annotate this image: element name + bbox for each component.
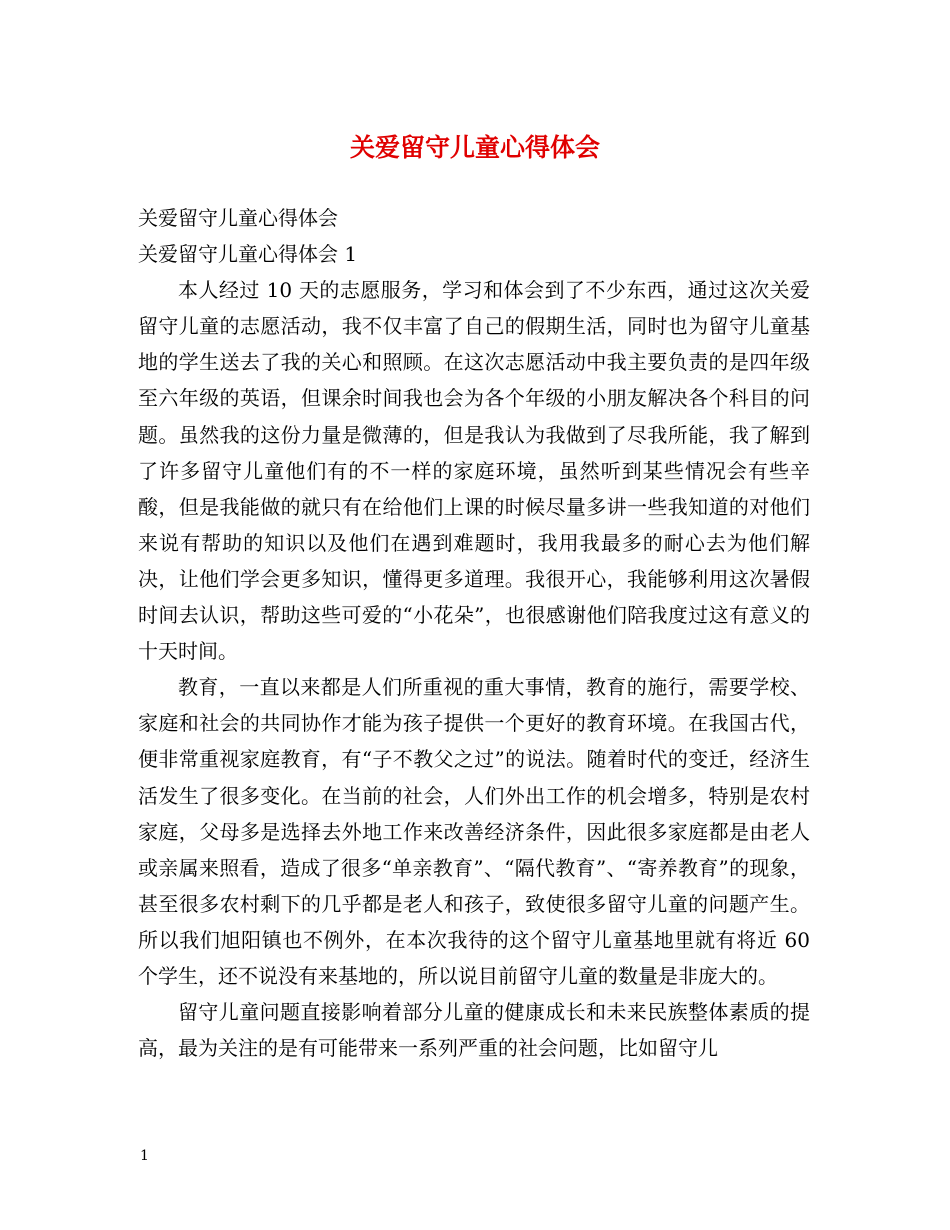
document-title: 关爱留守儿童心得体会 bbox=[349, 133, 600, 162]
page-number: 1 bbox=[140, 1148, 149, 1164]
section-heading: 关爱留守儿童心得体会 1 bbox=[138, 242, 358, 267]
paragraph-1: 本人经过 10 天的志愿服务，学习和体会到了不少东西，通过这次关爱留守儿童的志愿活动，我不仅丰富了自己的假期生活，同时也为留守儿童基地的学生送去了我的关心和照顾。在这次志愿活动中我主要负责的是四年级至六年级的英语，但课余时间我也会为各个年级的小朋友解决各个科目的问题。虽然我的这份力量是微薄的，但是我认为我做到了尽我所能，我了解到了许多留守儿童他们有的不一样的家庭环境，虽然听到某些情况会有些辛酸，但是我能做的就只有在给他们上课的时候尽量多讲一些我知道的对他们来说有帮助的知识以及他们在遇到难题时，我用我最多的耐心去为他们解决，让他们学会更多知识，懂得更多道理。我很开心，我能够利用这次暑假时间去认识，帮助这些可爱的“小花朵”，也很感谢他们陪我度过这有意义的十天时间。 bbox=[138, 278, 810, 664]
paragraph-3: 留守儿童问题直接影响着部分儿童的健康成长和未来民族整体素质的提高，最为关注的是有可能带来一系列严重的社会问题，比如留守儿 bbox=[138, 1000, 810, 1061]
document-subtitle: 关爱留守儿童心得体会 bbox=[138, 206, 338, 230]
document-body bbox=[138, 200, 810, 1066]
paragraph-2: 教育，一直以来都是人们所重视的重大事情，教育的施行，需要学校、家庭和社会的共同协作才能为孩子提供一个更好的教育环境。在我国古代，便非常重视家庭教育，有“子不教父之过”的说法。随着时代的变迁，经济生活发生了很多变化。在当前的社会，人们外出工作的机会增多，特别是农村家庭，父母多是选择去外地工作来改善经济条件，因此很多家庭都是由老人或亲属来照看，造成了很多“单亲教育”、“隔代教育”、“寄养教育”的现象，甚至很多农村剩下的几乎都是老人和孩子，致使很多留守儿童的问题产生。所以我们旭阳镇也不例外，在本次我待的这个留守儿童基地里就有将近 60 个学生，还不说没有来基地的，所以说目前留守儿童的数量是非庞大的。 bbox=[138, 675, 810, 988]
